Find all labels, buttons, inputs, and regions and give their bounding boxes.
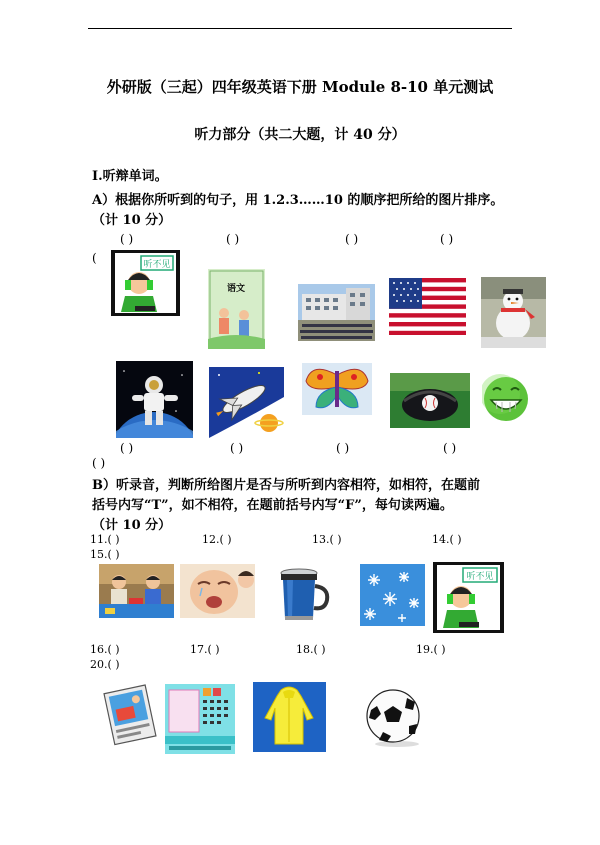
textbook-title-text: 语文 bbox=[226, 284, 246, 294]
answer-blank[interactable]: ( ) bbox=[120, 232, 134, 246]
answer-blank-open[interactable]: ( bbox=[92, 251, 97, 265]
picture-book-image bbox=[101, 683, 158, 747]
poster-cannot-hear-image bbox=[111, 250, 180, 316]
travel-mug-image bbox=[275, 566, 331, 623]
raincoat-image bbox=[253, 682, 326, 752]
school-building-image bbox=[298, 284, 375, 341]
answer-blank[interactable]: ( ) bbox=[345, 232, 359, 246]
partA-instruction: A）根据你所听到的句子，用 1.2.3……10 的顺序把所给的图片排序。 bbox=[92, 193, 504, 208]
poster-title-text: 听不见 bbox=[143, 260, 171, 270]
answer-blank[interactable]: ( ) bbox=[230, 441, 244, 455]
answer-blank[interactable]: ( ) bbox=[443, 441, 457, 455]
space-shuttle-image bbox=[209, 367, 284, 438]
baseball-glove-image bbox=[390, 373, 470, 428]
answer-blank-lone[interactable]: ( ) bbox=[92, 456, 106, 470]
green-smiley-image bbox=[482, 374, 530, 424]
poster-cannot-hear-image-2 bbox=[433, 562, 504, 633]
page-title: 外研版（三起）四年级英语下册 Module 8-10 单元测试 bbox=[106, 78, 494, 96]
section-subtitle: 听力部分（共二大题，计 40 分） bbox=[194, 127, 406, 143]
chinese-textbook-image bbox=[208, 269, 265, 349]
usa-flag-image bbox=[389, 278, 466, 335]
partB-score: （计 10 分） bbox=[92, 518, 172, 533]
item-17[interactable]: 17.( ) bbox=[190, 643, 220, 656]
answer-blank[interactable]: ( ) bbox=[440, 232, 454, 246]
football-image bbox=[363, 686, 425, 748]
butterfly-kite-image bbox=[302, 363, 372, 415]
crying-baby-image bbox=[180, 564, 255, 618]
astronaut-image bbox=[116, 361, 193, 438]
answer-blank[interactable]: ( ) bbox=[120, 441, 134, 455]
item-19[interactable]: 19.( ) bbox=[416, 643, 446, 656]
answer-blank[interactable]: ( ) bbox=[226, 232, 240, 246]
item-20[interactable]: 20.( ) bbox=[90, 658, 120, 671]
children-playing-image bbox=[99, 564, 174, 618]
partA-score: （计 10 分） bbox=[92, 213, 172, 228]
snowflakes-image bbox=[360, 564, 425, 626]
item-15[interactable]: 15.( ) bbox=[90, 548, 120, 561]
item-12[interactable]: 12.( ) bbox=[202, 533, 232, 546]
snowman-image bbox=[481, 277, 546, 348]
poster-title-text-2: 听不见 bbox=[466, 572, 494, 582]
calendar-image bbox=[165, 684, 235, 754]
section1-heading: Ⅰ.听辩单词。 bbox=[92, 169, 168, 184]
item-13[interactable]: 13.( ) bbox=[312, 533, 342, 546]
partB-instruction-1: B）听录音，判断所给图片是否与所听到内容相符，如相符，在题前 bbox=[92, 478, 480, 493]
item-16[interactable]: 16.( ) bbox=[90, 643, 120, 656]
answer-blank[interactable]: ( ) bbox=[336, 441, 350, 455]
item-11[interactable]: 11.( ) bbox=[90, 533, 120, 546]
partB-instruction-2: 括号内写“T”，如不相符，在题前括号内写“F”，每句读两遍。 bbox=[92, 498, 453, 513]
header-rule bbox=[88, 28, 512, 29]
item-14[interactable]: 14.( ) bbox=[432, 533, 462, 546]
item-18[interactable]: 18.( ) bbox=[296, 643, 326, 656]
